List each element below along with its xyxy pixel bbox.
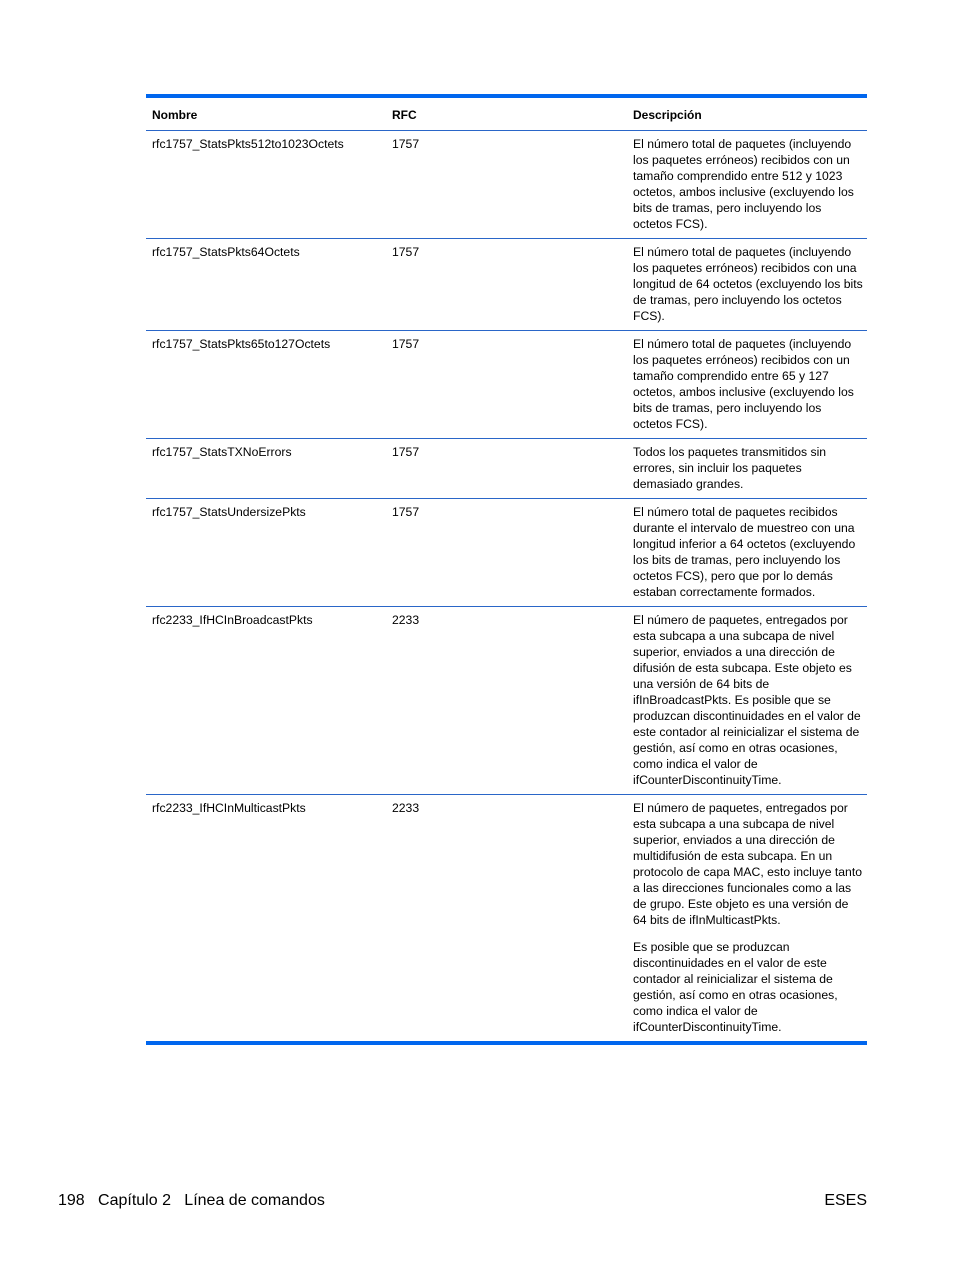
cell-name: rfc1757_StatsPkts64Octets	[152, 245, 300, 259]
description-paragraph: El número total de paquetes (incluyendo los paquetes erróneos) recibidos con un tamaño comprendido entre 65 y 127 octetos, ambos inclusive (excluyendo los bits de tramas, pero incluyendo los octetos FCS).	[633, 337, 854, 431]
description-paragraph: El número de paquetes, entregados por esta subcapa a una subcapa de nivel superior, enviados a una dirección de multidifusión de esta subcapa. En un protocolo de capa MAC, esto incluye tanto a las direcciones funcionales como a las de grupo. Este objeto es una versión de 64 bits de ifInMulticastPkts.	[633, 801, 862, 927]
table-row	[146, 795, 867, 1041]
table-row	[146, 331, 867, 439]
cell-description	[626, 504, 867, 600]
cell-description	[626, 244, 867, 324]
cell-rfc: 1757	[392, 505, 420, 519]
table-bottom-rule	[146, 1041, 867, 1045]
cell-description	[626, 612, 867, 788]
cell-name: rfc1757_StatsPkts512to1023Octets	[152, 137, 344, 151]
footer-locale: ESES	[824, 1192, 867, 1209]
cell-rfc: 2233	[392, 613, 420, 627]
description-paragraph: Es posible que se produzcan discontinuidades en el valor de este contador al reinicializar el sistema de gestión, así como en otras ocasiones, como indica el valor de ifCounterDiscontinuityTime.	[633, 940, 838, 1034]
cell-description	[626, 336, 867, 432]
cell-rfc: 1757	[392, 137, 420, 151]
command-table	[146, 94, 867, 1045]
table-row	[146, 131, 867, 239]
cell-name: rfc1757_StatsTXNoErrors	[152, 445, 292, 459]
table-row	[146, 607, 867, 795]
cell-name: rfc1757_StatsUndersizePkts	[152, 505, 306, 519]
cell-rfc: 1757	[392, 245, 420, 259]
cell-description	[626, 136, 867, 232]
header-name: Nombre	[152, 108, 198, 122]
description-paragraph: El número de paquetes, entregados por esta subcapa a una subcapa de nivel superior, enviados a una dirección de difusión de esta subcapa. Este objeto es una versión de 64 bits de ifInBroadcastPkts. Es posible que se produzcan discontinuidades en el valor de este contador al reinicializar el sistema de gestión, así como en otras ocasiones, como indica el valor de ifCounterDiscontinuityTime.	[633, 613, 861, 787]
description-paragraph: El número total de paquetes (incluyendo los paquetes erróneos) recibidos con un tamaño comprendido entre 512 y 1023 octetos, ambos inclusive (excluyendo los bits de tramas, pero incluyendo los octetos FCS).	[633, 137, 854, 231]
table-row	[146, 499, 867, 607]
header-description: Descripción	[633, 108, 702, 122]
cell-name: rfc1757_StatsPkts65to127Octets	[152, 337, 331, 351]
description-paragraph: Todos los paquetes transmitidos sin errores, sin incluir los paquetes demasiado grandes.	[633, 445, 827, 491]
footer-page-chapter: 198 Capítulo 2 Línea de comandos	[58, 1192, 325, 1209]
cell-description	[626, 444, 867, 492]
cell-name: rfc2233_IfHCInBroadcastPkts	[152, 613, 313, 627]
table-header-row	[146, 98, 867, 131]
description-paragraph: El número total de paquetes (incluyendo los paquetes erróneos) recibidos con una longitud de 64 octetos (excluyendo los bits de tramas, pero incluyendo los octetos FCS).	[633, 245, 863, 323]
description-paragraph: El número total de paquetes recibidos durante el intervalo de muestreo con una longitud inferior a 64 octetos (excluyendo los bits de tramas, pero incluyendo los octetos FCS), pero que por lo demás estaban correctamente formados.	[633, 505, 856, 599]
table-row	[146, 239, 867, 331]
cell-description	[626, 800, 867, 1035]
cell-rfc: 1757	[392, 445, 420, 459]
cell-name: rfc2233_IfHCInMulticastPkts	[152, 801, 306, 815]
header-rfc: RFC	[392, 108, 417, 122]
cell-rfc: 1757	[392, 337, 420, 351]
cell-rfc: 2233	[392, 801, 420, 815]
table-row	[146, 439, 867, 499]
